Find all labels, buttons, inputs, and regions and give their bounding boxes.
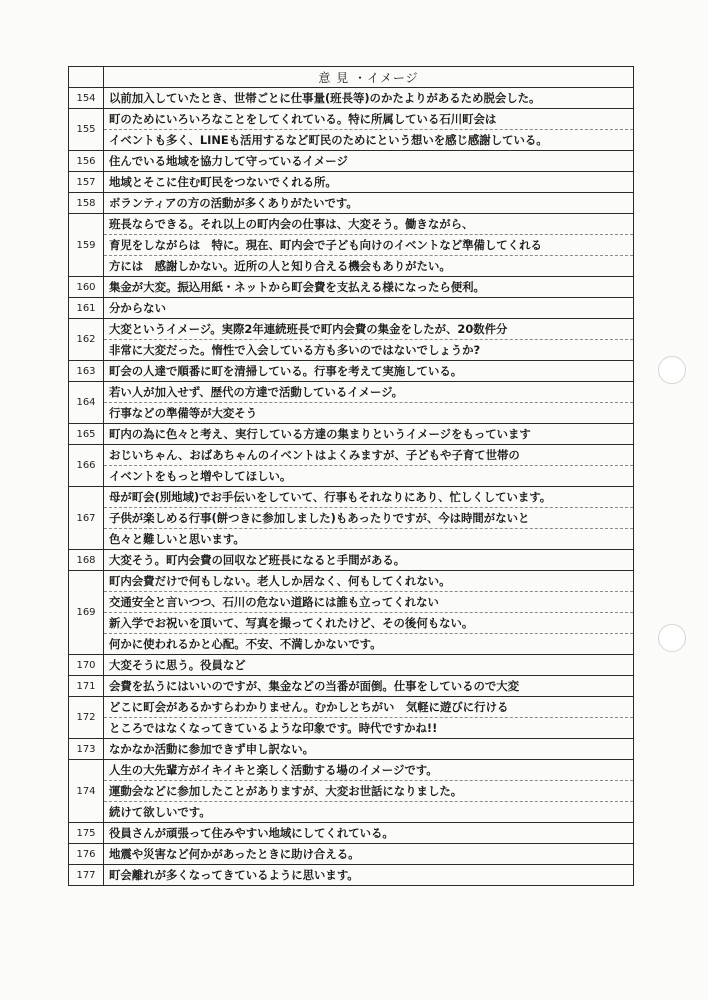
opinion-line: イベントをもっと増やしてほしい。 — [104, 465, 633, 486]
row-opinion — [104, 151, 634, 172]
row-opinion — [104, 277, 634, 298]
opinion-line: 以前加入していたとき、世帯ごとに仕事量(班長等)のかたよりがあるため脱会した。 — [109, 91, 541, 105]
opinion-line: 育児をしながらは 特に。現在、町内会で子ども向けのイベントなど準備してくれる — [104, 234, 633, 255]
row-number: 177 — [69, 865, 104, 886]
table-row — [69, 88, 634, 109]
table-row — [69, 844, 634, 865]
row-number: 169 — [69, 571, 104, 655]
opinion-line: 続けて欲しいです。 — [104, 801, 633, 822]
row-opinion — [104, 844, 634, 865]
row-opinion — [104, 361, 634, 382]
row-opinion — [104, 445, 634, 487]
row-number: 159 — [69, 214, 104, 277]
opinion-line: 交通安全と言いつつ、石川の危ない道路には誰も立ってくれない — [104, 591, 633, 612]
opinion-line: 町内会費だけで何もしない。老人しか居なく、何もしてくれない。 — [109, 574, 451, 588]
table-row — [69, 550, 634, 571]
table-body — [69, 88, 634, 886]
table-row — [69, 739, 634, 760]
row-number: 156 — [69, 151, 104, 172]
row-number: 160 — [69, 277, 104, 298]
row-number: 161 — [69, 298, 104, 319]
opinion-line: 分からない — [109, 301, 166, 315]
opinion-line: 地域とそこに住む町民をつないでくれる所。 — [109, 175, 337, 189]
table-row — [69, 319, 634, 361]
row-opinion — [104, 109, 634, 151]
row-number: 166 — [69, 445, 104, 487]
table-row — [69, 193, 634, 214]
row-opinion — [104, 760, 634, 823]
row-number: 158 — [69, 193, 104, 214]
row-number: 167 — [69, 487, 104, 550]
row-number: 175 — [69, 823, 104, 844]
table-row — [69, 865, 634, 886]
opinion-line: 町のためにいろいろなことをしてくれている。特に所属している石川町会は — [109, 112, 497, 126]
opinion-line: 色々と難しいと思います。 — [104, 528, 633, 549]
opinion-line: 大変そう。町内会費の回収など班長になると手間がある。 — [109, 553, 406, 567]
row-opinion — [104, 487, 634, 550]
table-row — [69, 676, 634, 697]
table-row — [69, 382, 634, 424]
table-row — [69, 214, 634, 277]
opinion-line: 何かに使われるかと心配。不安、不満しかないです。 — [104, 633, 633, 654]
table-row — [69, 298, 634, 319]
opinion-line: 人生の大先輩方がイキイキと楽しく活動する場のイメージです。 — [109, 763, 438, 777]
opinion-line: ところではなくなってきているような印象です。時代ですかね!! — [104, 717, 633, 738]
row-number: 176 — [69, 844, 104, 865]
row-opinion — [104, 823, 634, 844]
opinion-line: 子供が楽しめる行事(餅つきに参加しました)もあったりですが、今は時間がないと — [104, 507, 633, 528]
opinion-table — [68, 66, 634, 886]
row-opinion — [104, 676, 634, 697]
row-opinion — [104, 88, 634, 109]
opinion-line: どこに町会があるかすらわかりません。むかしとちがい 気軽に遊びに行ける — [109, 700, 509, 714]
table-row — [69, 361, 634, 382]
row-number: 172 — [69, 697, 104, 739]
opinion-line: 大変というイメージ。実際2年連続班長で町内会費の集金をしたが、20数件分 — [109, 322, 508, 336]
row-number: 171 — [69, 676, 104, 697]
row-number: 165 — [69, 424, 104, 445]
opinion-line: 非常に大変だった。惰性で入会している方も多いのではないでしょうか? — [104, 339, 633, 360]
row-opinion — [104, 382, 634, 424]
row-opinion — [104, 424, 634, 445]
row-opinion — [104, 319, 634, 361]
table-row — [69, 277, 634, 298]
opinion-line: おじいちゃん、おばあちゃんのイベントはよくみますが、子どもや子育て世帯の — [109, 448, 520, 462]
opinion-line: 地震や災害など何かがあったときに助け合える。 — [109, 847, 360, 861]
row-number: 168 — [69, 550, 104, 571]
opinion-line: なかなか活動に参加できず申し訳ない。 — [109, 742, 315, 756]
opinion-line: 母が町会(別地域)でお手伝いをしていて、行事もそれなりにあり、忙しくしています。 — [109, 490, 552, 504]
opinion-line: 若い人が加入せず、歴代の方達で活動しているイメージ。 — [109, 385, 403, 399]
row-number: 170 — [69, 655, 104, 676]
row-opinion — [104, 865, 634, 886]
row-number: 164 — [69, 382, 104, 424]
row-opinion — [104, 193, 634, 214]
opinion-line: 町会の人達で順番に町を清掃している。行事を考えて実施している。 — [109, 364, 463, 378]
table-row — [69, 697, 634, 739]
row-number: 173 — [69, 739, 104, 760]
row-opinion — [104, 697, 634, 739]
row-number: 163 — [69, 361, 104, 382]
punch-hole-bottom — [658, 624, 686, 652]
row-number: 174 — [69, 760, 104, 823]
table-row — [69, 760, 634, 823]
table-row — [69, 109, 634, 151]
opinion-line: 行事などの準備等が大変そう — [104, 402, 633, 423]
opinion-line: イベントも多く、LINEも活用するなど町民のためにという想いを感じ感謝している。 — [104, 129, 633, 150]
opinion-line: 町内の為に色々と考え、実行している方達の集まりというイメージをもっています — [109, 427, 531, 441]
row-opinion — [104, 655, 634, 676]
table-row — [69, 655, 634, 676]
table-row — [69, 571, 634, 655]
table-row — [69, 424, 634, 445]
row-number: 154 — [69, 88, 104, 109]
table-row — [69, 487, 634, 550]
table-header-row — [69, 67, 634, 88]
opinion-line: 新入学でお祝いを頂いて、写真を撮ってくれたけど、その後何もない。 — [104, 612, 633, 633]
opinion-line: 町会離れが多くなってきているように思います。 — [109, 868, 359, 882]
opinion-line: 集金が大変。振込用紙・ネットから町会費を支払える様になったら便利。 — [109, 280, 485, 294]
row-number: 157 — [69, 172, 104, 193]
header-number-cell — [69, 67, 104, 88]
header-opinion-cell: 意 見 ・イメージ — [104, 67, 634, 88]
row-opinion — [104, 739, 634, 760]
opinion-line: 班長ならできる。それ以上の町内会の仕事は、大変そう。働きながら、 — [109, 217, 474, 231]
table-row — [69, 172, 634, 193]
row-number: 155 — [69, 109, 104, 151]
opinion-line: 会費を払うにはいいのですが、集金などの当番が面倒。仕事をしているので大変 — [109, 679, 520, 693]
opinion-line: 役員さんが頑張って住みやすい地域にしてくれている。 — [109, 826, 394, 840]
table-row — [69, 151, 634, 172]
row-opinion — [104, 298, 634, 319]
row-opinion — [104, 172, 634, 193]
row-opinion — [104, 571, 634, 655]
opinion-line: 運動会などに参加したことがありますが、大変お世話になりました。 — [104, 780, 633, 801]
table-row — [69, 445, 634, 487]
opinion-line: 大変そうに思う。役員など — [109, 658, 246, 672]
row-number: 162 — [69, 319, 104, 361]
row-opinion — [104, 214, 634, 277]
opinion-line: ボランティアの方の活動が多くありがたいです。 — [109, 196, 358, 210]
opinion-line: 住んでいる地域を協力して守っているイメージ — [109, 154, 348, 168]
row-opinion — [104, 550, 634, 571]
opinion-line: 方には 感謝しかない。近所の人と知り合える機会もありがたい。 — [104, 255, 633, 276]
table-row — [69, 823, 634, 844]
punch-hole-top — [658, 356, 686, 384]
